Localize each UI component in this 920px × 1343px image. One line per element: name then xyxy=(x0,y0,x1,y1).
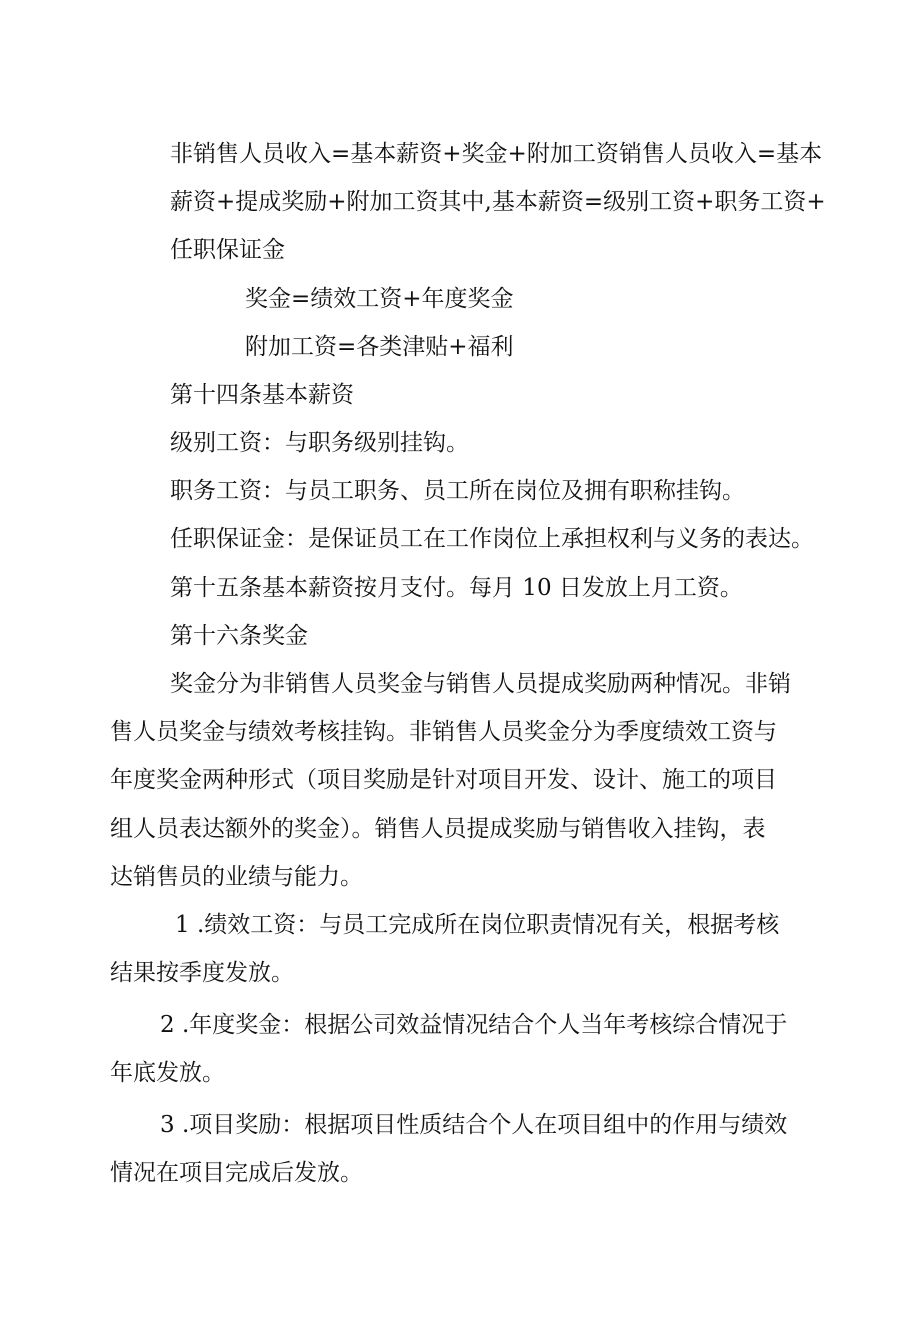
formula-base-salary-cont: 任职保证金 xyxy=(170,237,285,263)
article-15-paragraph: 第十五条基本薪资按月支付。每月 10 日发放上月工资。 xyxy=(170,575,743,601)
position-wage-paragraph: 职务工资：与员工职务、员工所在岗位及拥有职称挂钩。 xyxy=(170,478,745,504)
list-item-performance-wage: 1 .绩效工资：与员工完成所在岗位职责情况有关，根据考核 xyxy=(175,912,780,938)
formula-bonus: 奖金=绩效工资+年度奖金 xyxy=(245,286,514,312)
bonus-paragraph-line: 奖金分为非销售人员奖金与销售人员提成奖励两种情况。非销 xyxy=(170,671,791,697)
list-item-project-bonus-cont: 情况在项目完成后发放。 xyxy=(110,1160,363,1186)
article-14-heading: 第十四条基本薪资 xyxy=(170,382,354,408)
list-item-performance-wage-cont: 结果按季度发放。 xyxy=(110,960,294,986)
list-item-annual-bonus: 2 .年度奖金：根据公司效益情况结合个人当年考核综合情况于 xyxy=(160,1012,788,1038)
formula-base-salary: 薪资+提成奖励+附加工资其中,基本薪资=级别工资+职务工资+ xyxy=(170,189,826,215)
formula-non-sales-income: 非销售人员收入=基本薪资+奖金+附加工资销售人员收入=基本 xyxy=(170,141,823,167)
article-16-heading: 第十六条奖金 xyxy=(170,623,308,649)
level-wage-paragraph: 级别工资：与职务级别挂钩。 xyxy=(170,430,469,456)
formula-additional-wage: 附加工资=各类津贴+福利 xyxy=(245,334,514,360)
bonus-paragraph-line: 组人员表达额外的奖金）。销售人员提成奖励与销售收入挂钩，表 xyxy=(110,816,766,842)
bonus-paragraph-line: 售人员奖金与绩效考核挂钩。非销售人员奖金分为季度绩效工资与 xyxy=(110,719,777,745)
list-item-annual-bonus-cont: 年底发放。 xyxy=(110,1060,225,1086)
bonus-paragraph-line: 年度奖金两种形式（项目奖励是针对项目开发、设计、施工的项目 xyxy=(110,767,777,793)
bonus-paragraph-line: 达销售员的业绩与能力。 xyxy=(110,864,363,890)
deposit-paragraph: 任职保证金：是保证员工在工作岗位上承担权利与义务的表达。 xyxy=(170,526,814,552)
list-item-project-bonus: 3 .项目奖励：根据项目性质结合个人在项目组中的作用与绩效 xyxy=(160,1112,788,1138)
